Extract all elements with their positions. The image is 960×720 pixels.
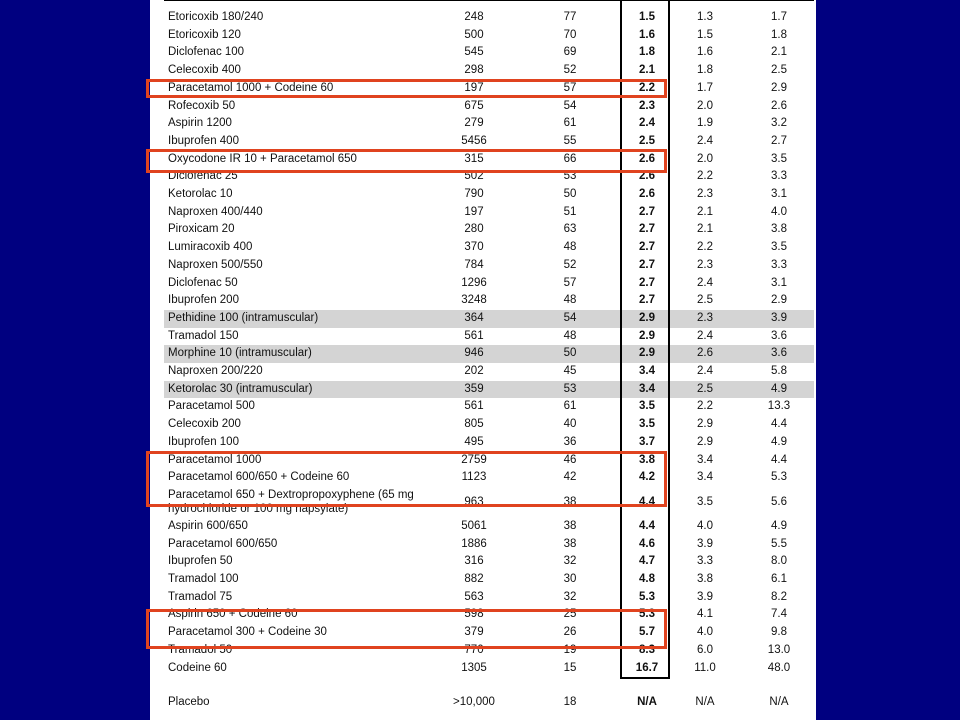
ci-lower: 2.2: [697, 170, 713, 183]
patient-count: 298: [464, 64, 484, 77]
percent-relief: 45: [563, 365, 577, 377]
drug-name: Paracetamol 500: [168, 400, 255, 413]
percent-relief: 61: [563, 117, 577, 130]
ci-upper: 2.6: [771, 99, 787, 112]
ci-upper: 7.4: [771, 608, 787, 621]
ci-upper: 6.1: [771, 573, 787, 585]
ci-upper: 9.8: [771, 626, 787, 639]
table-row: [164, 434, 814, 452]
ci-lower: 2.0: [697, 99, 713, 112]
drug-name: Naproxen 200/220: [168, 365, 263, 377]
ci-lower: 4.0: [697, 626, 713, 639]
ci-lower: 3.8: [697, 573, 713, 585]
ci-upper: 5.5: [771, 537, 787, 550]
percent-relief: 25: [563, 608, 577, 621]
nnt-value: 2.9: [639, 311, 655, 324]
percent-relief: 30: [563, 573, 577, 585]
table-row: [164, 381, 814, 399]
ci-lower: 4.1: [697, 608, 713, 621]
ci-lower: 3.5: [697, 495, 713, 508]
ci-lower: 2.4: [697, 276, 713, 289]
drug-name: Lumiracoxib 400: [168, 241, 253, 254]
ci-upper: 2.9: [771, 294, 787, 307]
ci-lower: 1.8: [697, 64, 713, 77]
percent-relief: 42: [563, 471, 577, 484]
ci-lower: 4.0: [697, 519, 713, 532]
percent-relief: 40: [563, 418, 577, 431]
table-row: [164, 62, 814, 80]
percent-relief: 55: [563, 134, 577, 147]
drug-name: Paracetamol 600/650: [168, 537, 278, 550]
patient-count: 675: [464, 99, 484, 112]
nnt-value: 2.2: [639, 81, 655, 94]
patient-count: 784: [464, 258, 484, 271]
table-row: [164, 151, 814, 169]
ci-upper: 1.7: [771, 11, 787, 23]
ci-lower: 3.9: [697, 537, 713, 550]
drug-name: Tramadol 75: [168, 590, 233, 603]
drug-name: Diclofenac 50: [168, 276, 238, 289]
drug-name: Naproxen 400/440: [168, 205, 263, 218]
patient-count: 561: [464, 329, 484, 342]
nnt-value: 3.5: [639, 418, 655, 431]
ci-lower: 2.9: [697, 418, 713, 431]
patient-count: 563: [464, 590, 484, 603]
ci-upper: 3.3: [771, 170, 787, 183]
nnt-value: 2.6: [639, 170, 655, 183]
ci-upper: 13.0: [767, 643, 791, 656]
ci-upper: 5.8: [771, 365, 787, 377]
drug-name: Ketorolac 10: [168, 188, 233, 200]
ci-lower: 1.5: [697, 28, 713, 41]
patient-count: 364: [464, 311, 484, 324]
drug-name: Pethidine 100 (intramuscular): [168, 311, 319, 324]
drug-name: Aspirin 650 + Codeine 60: [168, 608, 298, 621]
percent-relief: 63: [563, 223, 577, 236]
table-row: [164, 115, 814, 133]
patient-count: 279: [464, 117, 484, 130]
nnt-value: 4.6: [639, 537, 655, 550]
drug-name: Codeine 60: [168, 661, 227, 674]
ci-lower: 2.3: [697, 258, 713, 271]
percent-relief: 57: [563, 81, 577, 94]
drug-name: Etoricoxib 120: [168, 28, 241, 41]
percent-relief: 38: [563, 537, 577, 550]
table-row: [164, 642, 814, 660]
nnt-value: 2.6: [639, 152, 655, 165]
nnt-value: 5.3: [639, 590, 655, 603]
ci-lower: 3.4: [697, 471, 713, 484]
percent-relief: 51: [563, 205, 577, 218]
patient-count: 502: [464, 170, 484, 183]
drug-name: Celecoxib 200: [168, 418, 241, 431]
percent-relief: 53: [563, 382, 577, 395]
ci-upper: 5.6: [771, 495, 787, 508]
drug-name: Rofecoxib 50: [168, 99, 236, 112]
percent-relief: 15: [563, 661, 577, 674]
ci-upper: 3.5: [771, 241, 787, 254]
table-row: [164, 275, 814, 293]
percent-relief: 69: [563, 46, 577, 59]
ci-lower: 2.4: [697, 134, 713, 147]
ci-upper: 1.8: [771, 28, 787, 41]
nnt-value: 2.7: [639, 276, 655, 289]
patient-count: 2759: [461, 453, 487, 466]
nnt-value: 1.8: [639, 46, 655, 59]
ci-lower: 1.9: [697, 117, 713, 130]
nnt-value: N/A: [637, 696, 657, 709]
ci-upper: 3.6: [771, 329, 787, 342]
percent-relief: 26: [563, 626, 577, 639]
ci-upper: 3.3: [771, 258, 787, 271]
nnt-value: 16.7: [635, 661, 659, 674]
ci-lower: 3.9: [697, 590, 713, 603]
ci-upper: N/A: [769, 696, 789, 709]
drug-name: Morphine 10 (intramuscular): [168, 347, 312, 360]
patient-count: 248: [464, 11, 484, 23]
nnt-value: 1.5: [639, 11, 655, 23]
nnt-value: 2.5: [639, 134, 655, 147]
nnt-value: 2.7: [639, 294, 655, 307]
drug-name: Aspirin 1200: [168, 117, 232, 130]
percent-relief: 18: [563, 696, 577, 709]
table-row: [164, 310, 814, 328]
table-row: [164, 606, 814, 624]
patient-count: 1296: [461, 276, 487, 289]
drug-name: Ketorolac 30 (intramuscular): [168, 382, 313, 395]
ci-upper: 3.1: [771, 188, 787, 200]
ci-upper: 2.1: [771, 46, 787, 59]
ci-lower: 2.1: [697, 223, 713, 236]
drug-name: Piroxicam 20: [168, 223, 235, 236]
drug-name: Etoricoxib 180/240: [168, 11, 264, 23]
percent-relief: 48: [563, 241, 577, 254]
nnt-value: 5.3: [639, 608, 655, 621]
drug-name: Aspirin 600/650: [168, 519, 248, 532]
drug-name: Paracetamol 300 + Codeine 30: [168, 626, 327, 639]
patient-count: 197: [464, 81, 484, 94]
percent-relief: 52: [563, 64, 577, 77]
percent-relief: 53: [563, 170, 577, 183]
nnt-value: 2.7: [639, 258, 655, 271]
ci-upper: 4.9: [771, 435, 787, 448]
nnt-value: 8.3: [639, 643, 655, 656]
ci-lower: 3.3: [697, 555, 713, 568]
patient-count: 963: [464, 495, 484, 508]
nnt-value: 2.1: [639, 64, 655, 77]
nnt-value: 2.9: [639, 329, 655, 342]
ci-lower: 2.1: [697, 205, 713, 218]
ci-upper: 3.1: [771, 276, 787, 289]
nnt-value: 2.7: [639, 205, 655, 218]
table-row: [164, 204, 814, 222]
table-row: [164, 469, 814, 487]
nnt-value: 2.7: [639, 241, 655, 254]
table-row: [164, 9, 814, 27]
table-row: [164, 292, 814, 310]
table-row: [164, 416, 814, 434]
percent-relief: 61: [563, 400, 577, 413]
table-row: [164, 553, 814, 571]
ci-upper: 2.7: [771, 134, 787, 147]
ci-upper: 4.4: [771, 418, 787, 431]
patient-count: 1886: [461, 537, 487, 550]
ci-lower: 1.6: [697, 46, 713, 59]
patient-count: 770: [464, 643, 484, 656]
patient-count: 495: [464, 435, 484, 448]
ci-upper: 3.8: [771, 223, 787, 236]
ci-upper: 4.9: [771, 382, 787, 395]
nnt-value: 2.6: [639, 188, 655, 200]
patient-count: 5061: [461, 519, 487, 532]
patient-count: 197: [464, 205, 484, 218]
patient-count: 805: [464, 418, 484, 431]
patient-count: 545: [464, 46, 484, 59]
drug-name: Placebo: [168, 696, 210, 709]
drug-name: Oxycodone IR 10 + Paracetamol 650: [168, 152, 357, 165]
ci-upper: 3.5: [771, 152, 787, 165]
nnt-value: 3.4: [639, 365, 655, 377]
percent-relief: 50: [563, 188, 577, 200]
ci-lower: 3.4: [697, 453, 713, 466]
percent-relief: 57: [563, 276, 577, 289]
table-row: [164, 257, 814, 275]
ci-upper: 13.3: [767, 400, 791, 413]
nnt-value: 1.6: [639, 28, 655, 41]
ci-upper: 4.4: [771, 453, 787, 466]
patient-count: 359: [464, 382, 484, 395]
table-row: [164, 27, 814, 45]
drug-name: Ibuprofen 100: [168, 435, 239, 448]
drug-name: Paracetamol 600/650 + Codeine 60: [168, 471, 350, 484]
patient-count: 882: [464, 573, 484, 585]
patient-count: 946: [464, 347, 484, 360]
drug-name: Tramadol 150: [168, 329, 239, 342]
patient-count: 1305: [461, 661, 487, 674]
ci-upper: 4.9: [771, 519, 787, 532]
table-row: [164, 452, 814, 470]
drug-name: Tramadol 100: [168, 573, 239, 585]
ci-lower: 2.5: [697, 294, 713, 307]
ci-lower: N/A: [695, 696, 715, 709]
percent-relief: 54: [563, 311, 577, 324]
ci-lower: 2.3: [697, 188, 713, 200]
ci-upper: 2.5: [771, 64, 787, 77]
patient-count: 790: [464, 188, 484, 200]
ci-lower: 1.3: [697, 11, 713, 23]
table-row: [164, 80, 814, 98]
percent-relief: 77: [563, 11, 577, 23]
table-row: [164, 186, 814, 204]
ci-lower: 2.9: [697, 435, 713, 448]
nnt-value: 3.4: [639, 382, 655, 395]
nnt-value: 5.7: [639, 626, 655, 639]
percent-relief: 32: [563, 590, 577, 603]
nnt-value: 4.7: [639, 555, 655, 568]
nnt-value: 4.4: [639, 495, 655, 508]
ci-upper: 4.0: [771, 205, 787, 218]
drug-name: Ibuprofen 200: [168, 294, 239, 307]
table-row: [164, 98, 814, 116]
patient-count: 561: [464, 400, 484, 413]
nnt-value: 4.8: [639, 573, 655, 585]
drug-name: Paracetamol 1000 + Codeine 60: [168, 81, 334, 94]
drug-name: Diclofenac 25: [168, 170, 238, 183]
nnt-value: 4.2: [639, 471, 655, 484]
table-row: [164, 487, 814, 518]
percent-relief: 48: [563, 294, 577, 307]
nnt-value: 2.7: [639, 223, 655, 236]
patient-count: 1123: [461, 471, 487, 484]
ci-lower: 2.0: [697, 152, 713, 165]
table-row: [164, 571, 814, 589]
patient-count: 3248: [461, 294, 487, 307]
percent-relief: 54: [563, 99, 577, 112]
table-row: [164, 363, 814, 381]
ci-lower: 2.3: [697, 311, 713, 324]
nnt-value: 2.3: [639, 99, 655, 112]
percent-relief: 19: [563, 643, 577, 656]
percent-relief: 66: [563, 152, 577, 165]
ci-upper: 3.6: [771, 347, 787, 360]
patient-count: 370: [464, 241, 484, 254]
ci-lower: 2.4: [697, 365, 713, 377]
ci-lower: 2.6: [697, 347, 713, 360]
percent-relief: 38: [563, 495, 577, 508]
patient-count: 379: [464, 626, 484, 639]
table-row: [164, 518, 814, 536]
patient-count: 202: [464, 365, 484, 377]
table-row: [164, 536, 814, 554]
percent-relief: 38: [563, 519, 577, 532]
patient-count: 316: [464, 555, 484, 568]
ci-lower: 1.7: [697, 81, 713, 94]
drug-name: Naproxen 500/550: [168, 258, 263, 271]
nnt-value: 2.9: [639, 347, 655, 360]
percent-relief: 36: [563, 435, 577, 448]
nnt-value: 2.4: [639, 117, 655, 130]
table-row: [164, 44, 814, 62]
ci-upper: 8.2: [771, 590, 787, 603]
patient-count: >10,000: [453, 696, 495, 709]
table-row: [164, 624, 814, 642]
drug-name: Paracetamol 1000: [168, 453, 262, 466]
drug-name: Ibuprofen 50: [168, 555, 233, 568]
ci-upper: 2.9: [771, 81, 787, 94]
patient-count: 500: [464, 28, 484, 41]
ci-lower: 11.0: [694, 661, 716, 674]
table-row: [164, 589, 814, 607]
drug-name: Tramadol 50: [168, 643, 233, 656]
drug-name: Paracetamol 650 + Dextropropoxyphene (65 mg hydrochloride or 100 mg napsylate): [168, 488, 414, 515]
nnt-value: 3.7: [639, 435, 655, 448]
ci-upper: 48.0: [767, 661, 791, 674]
percent-relief: 50: [563, 347, 577, 360]
table-row: [164, 168, 814, 186]
patient-count: 5456: [461, 134, 487, 147]
drug-name: Ibuprofen 400: [168, 134, 239, 147]
table-row: [164, 345, 814, 363]
table-row: [164, 239, 814, 257]
table-row: [164, 133, 814, 151]
ci-lower: 2.2: [697, 241, 713, 254]
drug-name: Diclofenac 100: [168, 46, 245, 59]
ci-upper: 5.3: [771, 471, 787, 484]
ci-lower: 2.2: [697, 400, 713, 413]
patient-count: 315: [464, 152, 484, 165]
patient-count: 598: [464, 608, 484, 621]
percent-relief: 46: [563, 453, 577, 466]
ci-lower: 6.0: [697, 643, 713, 656]
nnt-value: 3.5: [639, 400, 655, 413]
ci-upper: 3.2: [771, 117, 787, 130]
percent-relief: 52: [563, 258, 577, 271]
ci-lower: 2.4: [697, 329, 713, 342]
percent-relief: 32: [563, 555, 577, 568]
table-row: [164, 221, 814, 239]
table-row: [164, 694, 814, 712]
percent-relief: 70: [563, 28, 577, 41]
drug-name: Celecoxib 400: [168, 64, 241, 77]
table-row: [164, 328, 814, 346]
ci-lower: 2.5: [697, 382, 713, 395]
nnt-value: 4.4: [639, 519, 655, 532]
ci-upper: 8.0: [771, 555, 787, 568]
table-row: [164, 398, 814, 416]
ci-upper: 3.9: [771, 311, 787, 324]
table-row: [164, 660, 814, 678]
percent-relief: 48: [563, 329, 577, 342]
nnt-value: 3.8: [639, 453, 655, 466]
patient-count: 280: [464, 223, 484, 236]
